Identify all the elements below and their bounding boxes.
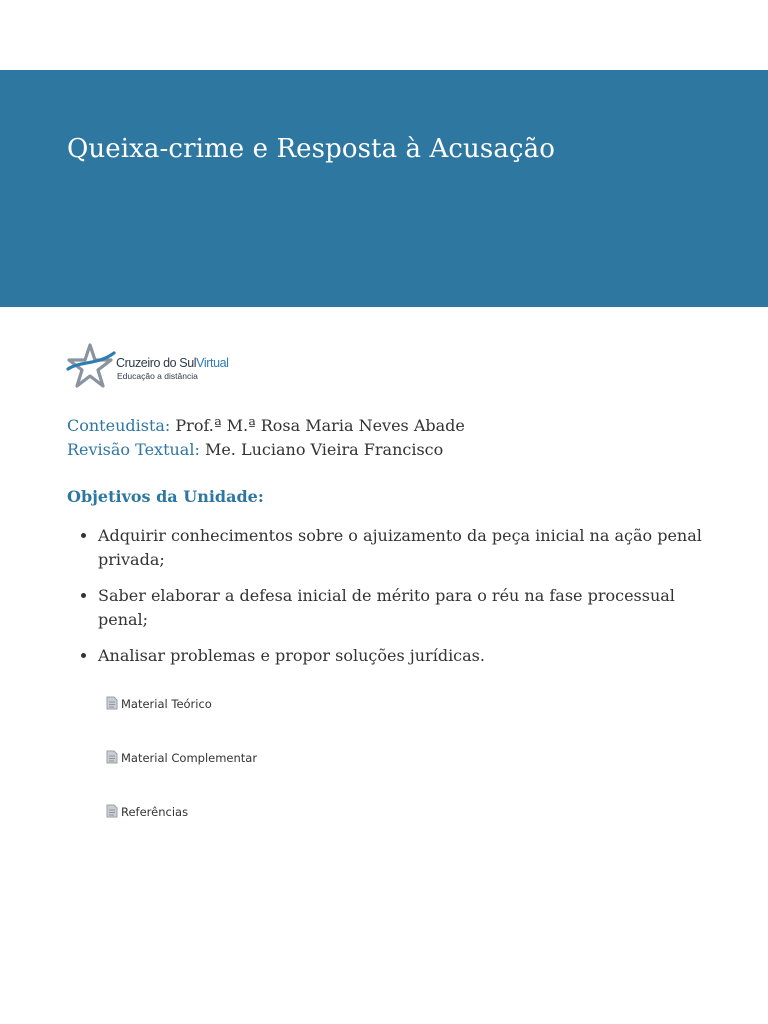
document-icon: [106, 804, 118, 818]
document-icon: [106, 696, 118, 710]
logo-name-part1: Cruzeiro do Sul: [116, 356, 197, 370]
logo-name: [116, 356, 229, 370]
review-line: [67, 438, 465, 462]
link-material-teorico[interactable]: [106, 696, 212, 711]
link-label: Material Complementar: [121, 751, 258, 765]
logo-tagline: Educação a distância: [117, 371, 198, 381]
review-value: Me. Luciano Vieira Francisco: [204, 440, 444, 459]
logo-name-part2: Virtual: [196, 356, 229, 370]
list-item: • Adquirir conhecimentos sobre o ajuizamento da peça inicial na ação penal privada;: [98, 524, 718, 572]
author-value: Prof.ª M.ª Rosa Maria Neves Abade: [175, 416, 465, 435]
credits: [67, 414, 465, 462]
link-label: Material Teórico: [121, 697, 212, 711]
author-label: Conteudista:: [67, 416, 171, 435]
review-label: Revisão Textual:: [67, 440, 200, 459]
link-label: Referências: [121, 805, 189, 819]
list-item: • Analisar problemas e propor soluções jurídicas.: [98, 644, 718, 668]
logo: [66, 343, 246, 389]
page-title: Queixa-crime e Resposta à Acusação: [67, 134, 555, 164]
objectives-title: Objetivos da Unidade:: [67, 487, 264, 506]
document-icon: [106, 750, 118, 764]
header-banner: [0, 70, 768, 307]
objectives-list: [67, 524, 718, 680]
author-line: [67, 414, 465, 438]
link-referencias[interactable]: [106, 804, 188, 819]
link-material-complementar[interactable]: [106, 750, 257, 765]
star-icon: [66, 343, 116, 389]
list-item: • Saber elaborar a defesa inicial de mérito para o réu na fase processual penal;: [98, 584, 718, 632]
